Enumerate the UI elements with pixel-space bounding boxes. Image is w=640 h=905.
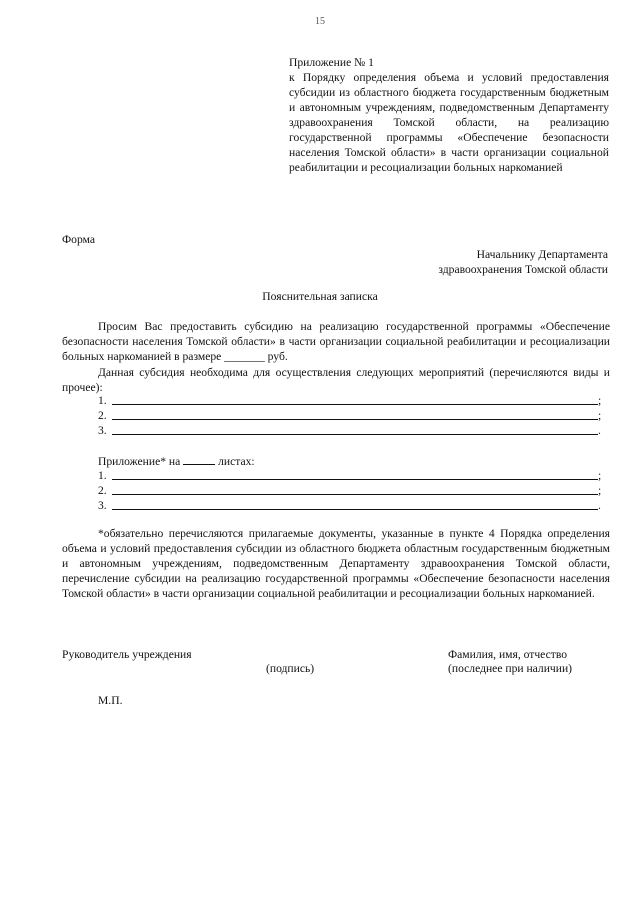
fill-line — [112, 394, 598, 405]
appendix-body: к Порядку определения объема и условий предоставления субсидии из областного бюджета государственным бюджетным и автономным учреждениям, подведомственным Департаменту здравоохранения Томской области, на реализацию государственной программы «Обеспечение безопасности населения Томской области» в части организации социальной реабилитации и ресоциализации больных наркоманией — [289, 71, 609, 174]
list-item-punct: ; — [598, 469, 602, 482]
signature-caption: (подпись) — [266, 662, 315, 675]
document-title: Пояснительная записка — [262, 290, 378, 303]
list-item-number: 2. — [98, 484, 107, 497]
list-item — [98, 498, 608, 513]
signature-name-label: Фамилия, имя, отчество — [448, 648, 568, 661]
appendix-header — [289, 55, 609, 175]
list-item-number: 1. — [98, 394, 107, 407]
signature-name-note: (последнее при наличии) — [448, 662, 573, 675]
list-item — [98, 393, 608, 408]
fill-line — [112, 484, 598, 495]
fill-line — [112, 409, 598, 420]
stamp-placeholder: М.П. — [98, 694, 123, 707]
list-item-number: 2. — [98, 409, 107, 422]
list-item-punct: ; — [598, 484, 602, 497]
sheet-count-blank — [183, 454, 215, 465]
list-item-number: 3. — [98, 424, 107, 437]
list-item-number: 1. — [98, 469, 107, 482]
enclosure-line — [98, 454, 255, 469]
signature-head-label: Руководитель учреждения — [62, 648, 192, 661]
appendix-title: Приложение № 1 — [289, 56, 374, 69]
fill-line — [112, 499, 598, 510]
addressee-line-1: Начальнику Департамента — [476, 248, 608, 261]
list-item-number: 3. — [98, 499, 107, 512]
purpose-paragraph: Данная субсидия необходима для осуществления следующих мероприятий (перечисляются виды и прочее): — [62, 366, 610, 394]
addressee-line-2: здравоохранения Томской области — [438, 263, 608, 276]
page-number: 15 — [315, 16, 325, 27]
list-item — [98, 483, 608, 498]
list-item-punct: . — [598, 424, 601, 437]
list-item — [98, 423, 608, 438]
fill-line — [112, 469, 598, 480]
form-label: Форма — [62, 233, 95, 246]
list-item — [98, 408, 608, 423]
request-paragraph: Просим Вас предоставить субсидию на реализацию государственной программы «Обеспечение безопасности населения Томской области» в части организации социальной реабилитации и ресоциализации больных наркоманией в размере _______ руб. — [62, 320, 610, 363]
fill-line — [112, 424, 598, 435]
list-item-punct: ; — [598, 394, 602, 407]
list-item-punct: ; — [598, 409, 602, 422]
enclosure-suffix: листах: — [218, 455, 255, 468]
addressee — [308, 247, 608, 277]
list-item-punct: . — [598, 499, 601, 512]
footnote: *обязательно перечисляются прилагаемые документы, указанные в пункте 4 Порядка определения объема и условий предоставления субсидии из областного бюджета областным государственным бюджетным и автономным учреждениям, подведомственным Департаменту здравоохранения Томской области, перечисление субсидии на реализацию государственной программы «Обеспечение безопасности населения Томской области» в части организации социальной реабилитации и ресоциализации больных наркоманией. — [62, 527, 610, 600]
enclosure-prefix: Приложение* на — [98, 455, 181, 468]
activities-list — [98, 393, 608, 438]
enclosures-list — [98, 468, 608, 513]
list-item — [98, 468, 608, 483]
